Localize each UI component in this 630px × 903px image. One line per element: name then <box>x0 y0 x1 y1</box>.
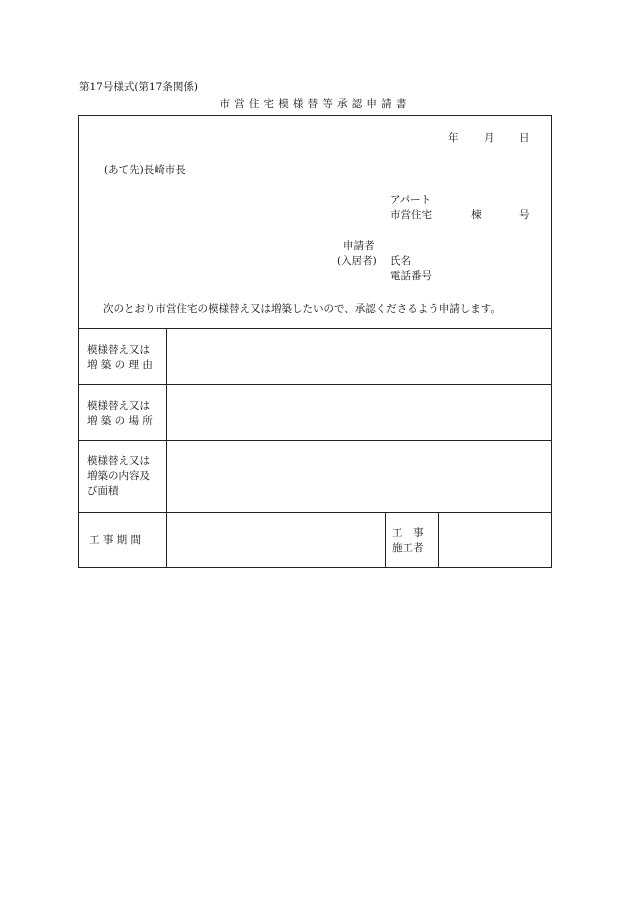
contractor-field[interactable] <box>439 513 552 568</box>
content-area-label-line3: び面積 <box>87 485 119 497</box>
form-number: 第17号様式(第17条関係) <box>79 81 198 93</box>
reason-field[interactable] <box>167 329 552 384</box>
location-label-line1: 模様替え又は <box>87 400 150 412</box>
contractor-left-divider <box>385 512 386 568</box>
applicant-label: 申請者 <box>343 240 375 252</box>
housing-label: 市営住宅 <box>390 209 432 221</box>
period-field[interactable] <box>167 513 385 568</box>
date-day: 日 <box>519 132 530 144</box>
content-area-field[interactable] <box>167 441 552 512</box>
location-label-line2: 増 築 の 場 所 <box>87 415 153 427</box>
location-field[interactable] <box>167 385 552 440</box>
period-label: 工 事 期 間 <box>89 534 142 546</box>
reason-label <box>87 343 153 373</box>
contractor-label <box>392 526 424 556</box>
reason-label-line1: 模様替え又は <box>87 344 150 356</box>
resident-label: (入居者) <box>337 255 377 267</box>
name-label: 氏名 <box>390 255 411 267</box>
application-form-frame <box>78 115 552 568</box>
date-year: 年 <box>448 132 459 144</box>
application-statement: 次のとおり市営住宅の模様替え又は増築したいので、承認くださるよう申請します。 <box>103 303 501 315</box>
content-area-label-line1: 模様替え又は <box>87 455 150 467</box>
reason-label-line2: 増 築 の 理 由 <box>87 359 153 371</box>
content-area-label <box>87 454 150 499</box>
document-title: 市営住宅模様替等承認申請書 <box>219 98 411 110</box>
content-area-label-line2: 増築の内容及 <box>87 470 150 482</box>
unit-label: 号 <box>519 209 530 221</box>
contractor-label-line1: 工 事 <box>392 527 424 539</box>
date-month: 月 <box>484 132 495 144</box>
phone-label: 電話番号 <box>390 270 432 282</box>
contractor-label-line2: 施工者 <box>392 542 424 554</box>
building-label: 棟 <box>471 209 482 221</box>
apartment-label: アパート <box>390 194 432 206</box>
location-label <box>87 399 153 429</box>
addressee: (あて先)長崎市長 <box>104 164 186 176</box>
